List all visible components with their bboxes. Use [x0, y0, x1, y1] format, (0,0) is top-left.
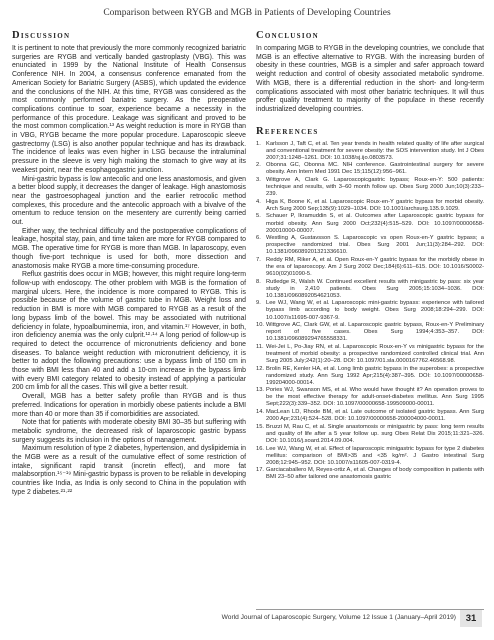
- reference-item: [256, 213, 484, 234]
- reference-item: [256, 300, 484, 321]
- reference-number: 4.: [256, 198, 261, 205]
- reference-text: Brolin RE, Kenler HA, et al. Long limb gastric bypass in the superobes: a prospective randomized study. Ann Surg 1992 Apr;215(4):387–395. DOI: 10.1097/00000658-199204000-00014.: [266, 365, 484, 386]
- reference-item: [256, 424, 484, 445]
- right-column: [256, 30, 484, 482]
- reference-text: Garciacaballero M, Reyes-ortiz A, et al. Changes of body composition in patients with BMI 23–50 after tailored one anastomosis gastric: [266, 467, 484, 481]
- reference-number: 13.: [256, 387, 264, 394]
- reference-number: 17.: [256, 467, 264, 474]
- left-column: [12, 30, 246, 498]
- reference-item: [256, 177, 484, 198]
- discussion-paragraph: Note that for patients with moderate obesity BMI 30–35 but suffering with metabolic syndrome, the decreased risk of laparoscopic gastric bypass surgery suggests its inclusion in the options of management.: [12, 419, 246, 444]
- reference-number: 7.: [256, 256, 261, 263]
- reference-text: Schauer P, Ikramuddin S, et al. Outcomes after Laparoscopic gastric bypass for morbid obesity. Ann Surg 2000 Oct;232(4):515–529. DOI: 10.1097/00000658-200010000-00007.: [266, 213, 484, 234]
- reference-text: Reddy RM, Riker A, et al. Open Roux-en-Y gastric bypass for the morbidly obese in the era of laparoscopy. Am J Surg 2002 Dec;184(6):611–615. DOI: 10.1016/S0002-9610(02)01090-5.: [266, 256, 484, 278]
- discussion-heading: Discussion: [12, 30, 71, 41]
- reference-item: [256, 409, 484, 423]
- conclusion-paragraph: In comparing MGB to RYGB in the developing countries, we conclude that MGB is an effective alternative to RYGB. With the increasing burden of obesity in these countries, MGB is a simpler and safer approach toward weight reduction and control of obesity associated metabolic syndrome. With MGB, there is a differential reduction in the short- and long-term complications associated with most other bariatric techniques. It will thus proffer quality treatment to majority of the populace in these recently industrialized developing countries.: [256, 45, 484, 113]
- reference-number: 14.: [256, 409, 264, 416]
- reference-number: 15.: [256, 423, 264, 430]
- reference-number: 12.: [256, 365, 264, 372]
- footer-rule: [256, 609, 484, 610]
- reference-item: [256, 446, 484, 467]
- reference-text: Lee WJ, Wang W, et al. Effect of laparoscopic minigastric bypass for type 2 diabetes mellitus: comparison of BMI>35 and <35 kg/m². J Gastro intestinal Surg 2008;12:945–952. DOI: 10.1007/s11605-007-0319-4.: [266, 445, 484, 466]
- reference-number: 11.: [256, 343, 264, 350]
- reference-number: 8.: [256, 278, 261, 285]
- reference-number: 3.: [256, 177, 261, 184]
- reference-number: 9.: [256, 300, 261, 307]
- reference-item: [256, 322, 484, 343]
- reference-text: Rutledge R, Walsh W. Continued excellent results with minigastric by pass: six year study in 2,410 patients. Obes Surg 2005;15:1034–1036. DOI: 10.1381/0960892054621053.: [266, 278, 484, 299]
- journal-citation: World Journal of Laparoscopic Surgery, Volume 12 Issue 1 (January–April 2019): [221, 614, 456, 621]
- reference-text: Pories WJ, Swanson MS, et al. Who would have thought it? An operation proves to be the most effective therapy for adult-onset-diabetes mellitus. Ann Surg 1995 Sept;222(3):339–352. DOI: 10.1097/00000658-199509000-00011.: [266, 387, 484, 408]
- reference-text: Obonna GC, Obonna MC. NIH conference. Gastrointestinal surgery for severe obesity. Ann Intern Med 1991 Dec 15;115(12):956–961.: [266, 162, 484, 176]
- reference-number: 5.: [256, 213, 261, 220]
- reference-text: Wittgrove A, Clark G. Laparoscopicgastric bypass; Roux-en-Y: 500 patients: technique and results, with 3–60 month follow up. Obes Surg 2000 Jun;10(3):233–239.: [266, 177, 484, 198]
- discussion-paragraph: Mini-gastric bypass is low antecolic and one less anastomosis, and given a better blood supply, it decreases the danger of leakage. High anastomosis near the gastroesophageal junction and the earlier retrocolic method complexes, this procedure and the antecolic approach with a bivalve of the omentum to reduce tension on the mesentery are currently being carried out.: [12, 175, 246, 227]
- reference-number: 6.: [256, 235, 261, 242]
- reference-item: [256, 257, 484, 278]
- discussion-paragraph: Either way, the technical difficulty and the postoperative complications of leakage, hospital stay, pain, and time taken are more for RYGB compared to MGB. The operative time for RYGB is more than MGB. In laparoscopy, even though five-port technique is used for both, more dissection and anastomosis make RYGB a more time-consuming procedure.: [12, 227, 246, 270]
- reference-item: [256, 235, 484, 256]
- running-head: Comparison between RYGB and MGB in Patients of Developing Countries: [103, 8, 391, 18]
- reference-item: [256, 141, 484, 162]
- discussion-paragraph: Overall, MGB has a better safety profile than RYGB and is thus preferred. Indications for operation in morbidly obese patients include a BMI more than 40 or more than 35 if comorbidities are associated.: [12, 393, 246, 418]
- reference-text: Higa K, Boone K, et al. Laparoscopic Roux-en-Y gastric bypass for morbid obesity. Arch Surg 2000 Sep;135(9):1029–1034. DOI: 10.1001/archsurg.135.9.1029.: [266, 198, 484, 212]
- reference-text: Bruzzi M, Rau C, et al. Single anastomosis or minigastric by pass: long term results and quality of life after a 5 year follow up. surg Obes Relat Dis 2015;11:321–326. DOI: 10.1016/j.soard.2014.09.004.: [266, 423, 484, 444]
- reference-number: 1.: [256, 140, 261, 147]
- reference-number: 10.: [256, 322, 264, 329]
- reference-item: [256, 162, 484, 176]
- reference-text: Lee WJ, Wang W, et al. Laparoscopic mini-gastric bypass: experience with tailored bypass limb according to body weight. Obes Surg 2008;18:294–299. DOI: 10.1007/s11695-007-9367-9.: [266, 300, 484, 321]
- reference-number: 2.: [256, 162, 261, 169]
- reference-text: Westling A, Gustavsson S. Laparoscopic vs open Roux-en-Y gastric bypass; a prospective randomized trial. Obes Surg 2001 Jun;11(3):284–292. DOI: 10.1381/096089201321336610.: [266, 235, 484, 256]
- reference-item: [256, 199, 484, 213]
- reference-text: Wei-Jei L, Po-Jiay RN, et al. Laparoscopic Roux-en-Y vs minigastric bypass for the treatment of morbid obesity: a prospective randomized controlled clinical trial. Ann Surg 2005 July;242(1):20–28. DOI: 10.1097/01.sla.0000167762.46568.98.: [266, 343, 484, 364]
- reference-text: Wittgrove AC, Clark GW, et al. Laparoscopic gastric bypass, Roux-en-Y Preliminary report of five cases. Obes Surg 1994;4:353–357. DOI: 10.1381/096089294765558331.: [266, 322, 484, 343]
- reference-item: [256, 344, 484, 365]
- reference-item: [256, 387, 484, 408]
- reference-number: 16.: [256, 445, 264, 452]
- page-number: 31: [460, 610, 482, 627]
- reference-item: [256, 279, 484, 300]
- reference-item: [256, 366, 484, 387]
- discussion-paragraph: It is pertinent to note that previously the more commonly recognized bariatric surgeries are RYGB and vertically banded gastroplasty (VBG). This was enunciated in 1999 by the National Institute of Health Consensus Conference NIH. In 2004, a consensus conference emanated from the American Society for Bariatric Surgery (ASBS), which updated the evidence and the conclusions of the NIH. At this time, RYGB was considered as the most commonly performed bariatric surgery. As the preoperative complications continue to soar, experience became a necessity in the performance of this procedure. Leakage was significant and proved to be the most common complication.¹³ As weight reduction is more in RYGB than in VBG, RYGB became the more popular procedure. Laparoscopic sleeve gastrectomy (LSG) is also another popular technique and has its drawback. The incidence of leaks was even higher in LSG because the intraluminal pressure in the sleeve is very high making the stomach to give way at its weakest point, near the esophagogastric junction.: [12, 45, 246, 174]
- reference-item: [256, 467, 484, 481]
- discussion-paragraph: Reflux gastritis does occur in MGB; however, this might require long-term follow-up with endoscopy. The other problem with MGB is the formation of marginal ulcers. Here, the incidence is more compared to RYGB. This is possible because of the volume of gastric tube in MGB. Weight loss and reduction in BMI is more with MGB compared to RYGB as a result of the long bypass limb of the bowel. This may be associated with nutritional deficiency in folate, hypoalbuminemia, iron, and vitamin.¹⁷ However, in both, iron deficiency anemia was the only culprit.¹²·¹⁴ A long period of follow-up is required to detect the occurrence of micronutrients deficiency and bone diseases. To balance weight reduction with micronutrient deficiency, it is better to adopt the following precautions: use a bypass limb of 150 cm in those with BMI less than 40 and add a 10-cm increase in the bypass limb with every BMI category related to obesity instead of applying a particular 200 cm limb for all the cases. This will give a better result.: [12, 271, 246, 392]
- reference-list: [256, 141, 484, 482]
- reference-text: MacLean LD, Rhode BM, et al. Late outcome of isolated gastric bypass. Ann Surg 2000 Apr;231(4):524–528. DOI: 10.1097/00000658-200004000-00011.: [266, 409, 484, 423]
- reference-text: Karlsson J, Taft C, et al. Ten year trends in health related quality of life after surgical and conventional treatment for severe obesity: the SOS intervention study. Int J Obes 2007;31:1248–1261. DOI: 10.1038/sj.ijo.0803573.: [266, 140, 484, 161]
- page-footer: [0, 609, 494, 629]
- references-heading: References: [256, 125, 319, 137]
- conclusion-heading: Conclusion: [256, 30, 319, 41]
- discussion-paragraph: Maximum resolution of type 2 diabetes, hypertension, and dyslipidemia in the MGB were as a result of the cumulative effect of some restriction of intake, significant rapid transit (incretin effect), and more fat malabsorption.¹⁵⁻¹⁹ Mini-gastric bypass is proven to be reliable in developing countries like India, as India is only second to China in the population with type 2 diabetes.²¹·²²: [12, 445, 246, 496]
